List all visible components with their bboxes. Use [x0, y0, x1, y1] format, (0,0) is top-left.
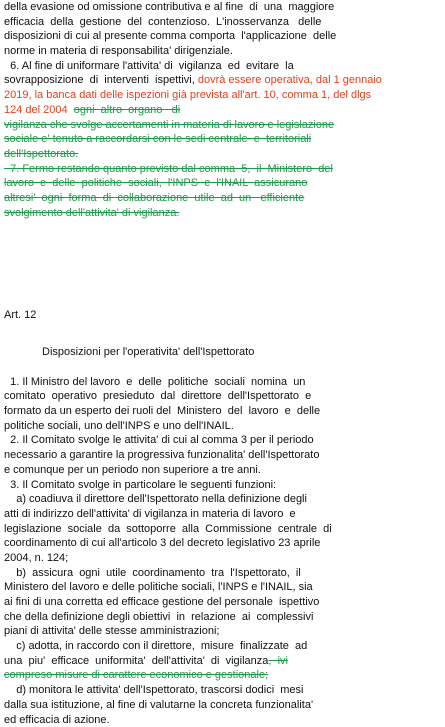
text-line	[4, 147, 441, 162]
text-line	[4, 463, 441, 478]
text-line	[4, 118, 441, 133]
text-segment: dalla sua istituzione, al fine di valutarne la concreta funzionalita'	[4, 699, 313, 711]
text-segment: 1. Il Ministro del lavoro e delle politiche sociali nomina un	[4, 376, 305, 388]
blank-gap	[4, 220, 441, 308]
text-segment: a) coadiuva il direttore dell'Ispettorato nella definizione degli	[4, 493, 307, 505]
text-line	[4, 0, 441, 15]
text-line	[4, 419, 441, 434]
article-title: Disposizioni per l'operativita' dell'Ispettorato	[4, 345, 441, 360]
text-line	[4, 639, 441, 654]
text-segment: atti di indirizzo dell'attivita' di vigilanza in materia di lavoro e	[4, 508, 296, 520]
text-line	[4, 44, 441, 59]
text-segment: ed efficacia di azione.	[4, 714, 110, 726]
article-12-body	[4, 375, 441, 727]
text-line	[4, 654, 441, 669]
text-segment: norme in materia di responsabilita' dirigenziale.	[4, 45, 233, 57]
text-segment: d) monitora le attivita' dell'Ispettorato, trascorsi dodici mesi	[4, 684, 304, 696]
text-line	[4, 595, 441, 610]
text-line	[4, 375, 441, 390]
text-line	[4, 73, 441, 88]
text-line	[4, 448, 441, 463]
text-segment: ai fini di una corretta ed efficace gestione del personale ispettivo	[4, 596, 319, 608]
text-line	[4, 713, 441, 727]
text-segment: 3. Il Comitato svolge in particolare le seguenti funzioni:	[4, 479, 276, 491]
text-segment: 2004, n. 124;	[4, 552, 68, 564]
text-segment: comitato operativo presieduto dal direttore dell'Ispettorato e	[4, 390, 311, 402]
text-segment: che della definizione degli obiettivi in relazione ai complessivi	[4, 611, 313, 623]
text-line	[4, 610, 441, 625]
text-line	[4, 507, 441, 522]
deleted-text: compreso misure di carattere economico e gestionale;	[4, 669, 268, 681]
text-segment: 2. Il Comitato svolge le attivita' di cui al comma 3 per il periodo	[4, 434, 314, 446]
text-segment: coordinamento di cui all'articolo 3 del decreto legislativo 23 aprile	[4, 537, 320, 549]
article-11-tail	[4, 0, 441, 220]
inserted-text: 124 del 2004	[4, 104, 68, 116]
text-line	[4, 88, 441, 103]
text-line	[4, 433, 441, 448]
deleted-text: vigilanza che svolge accertamenti in materia di lavoro e legislazione	[4, 119, 334, 131]
article-label: Art. 12	[4, 308, 441, 323]
text-line	[4, 191, 441, 206]
text-segment: sovrapposizione di interventi ispettivi,	[4, 74, 198, 86]
text-line	[4, 176, 441, 191]
text-segment: b) assicura ogni utile coordinamento tra l'Ispettorato, il	[4, 567, 301, 579]
text-segment: necessario a garantire la progressiva funzionalita' dell'Ispettorato	[4, 449, 319, 461]
text-line	[4, 698, 441, 713]
text-segment: Ministero del lavoro e delle politiche sociali, l'INPS e l'INAIL, sia	[4, 581, 313, 593]
text-line	[4, 162, 441, 177]
text-line	[4, 389, 441, 404]
inserted-text: 2019, la banca dati delle ispezioni già prevista all'art. 10, comma 1, del dlgs	[4, 89, 371, 101]
text-line	[4, 566, 441, 581]
inserted-text: dovrà essere operativa, dal 1 gennaio	[198, 74, 382, 86]
deleted-text: dell'Ispettorato.	[4, 148, 78, 160]
text-segment: c) adotta, in raccordo con il direttore, misure finalizzate ad	[4, 640, 307, 652]
blank-gap	[4, 360, 441, 375]
text-segment: 6. Al fine di uniformare l'attivita' di vigilanza ed evitare la	[4, 60, 294, 72]
text-line	[4, 522, 441, 537]
text-line	[4, 103, 441, 118]
text-segment: della evasione od omissione contributiva e al fine di una maggiore	[4, 1, 334, 13]
deleted-text: 7. Fermo restando quanto previsto dal comma 5, il Ministero del	[4, 163, 333, 175]
text-line	[4, 478, 441, 493]
text-line	[4, 404, 441, 419]
text-segment: e comunque per un periodo non superiore a tre anni.	[4, 464, 261, 476]
text-line	[4, 668, 441, 683]
text-line	[4, 536, 441, 551]
text-line	[4, 551, 441, 566]
text-segment: efficacia della gestione del contenzioso. L'inosservanza delle	[4, 16, 321, 28]
deleted-text: lavoro e delle politiche sociali, l'INPS e l'INAIL assicurano	[4, 177, 307, 189]
blank-gap	[4, 323, 441, 345]
deleted-text: svolgimento dell'attivita' di vigilanza.	[4, 207, 179, 219]
text-line	[4, 15, 441, 30]
text-line	[4, 683, 441, 698]
text-line	[4, 132, 441, 147]
document-page	[4, 0, 441, 727]
deleted-text: ogni altro organo di	[74, 104, 180, 116]
text-line	[4, 206, 441, 221]
deleted-text: , ivi	[268, 655, 288, 667]
text-segment: politiche sociali, uno dell'INPS e uno dell'INAIL.	[4, 420, 234, 432]
deleted-text: sociale e' tenuto a raccordarsi con le sedi centrale e territoriali	[4, 133, 311, 145]
text-segment: formato da un esperto dei ruoli del Ministero del lavoro e delle	[4, 405, 320, 417]
text-line	[4, 29, 441, 44]
text-segment: piani di attivita' delle stesse amministrazioni;	[4, 625, 219, 637]
deleted-text: altresi' ogni forma di collaborazione utile ad un efficiente	[4, 192, 304, 204]
text-line	[4, 492, 441, 507]
text-segment: disposizioni di cui al presente comma comporta l'applicazione delle	[4, 30, 336, 42]
text-segment: legislazione sociale da sottoporre alla Commissione centrale di	[4, 523, 332, 535]
text-line	[4, 59, 441, 74]
text-line	[4, 580, 441, 595]
text-line	[4, 624, 441, 639]
text-segment: una piu' efficace uniformita' dell'attivita' di vigilanza	[4, 655, 268, 667]
